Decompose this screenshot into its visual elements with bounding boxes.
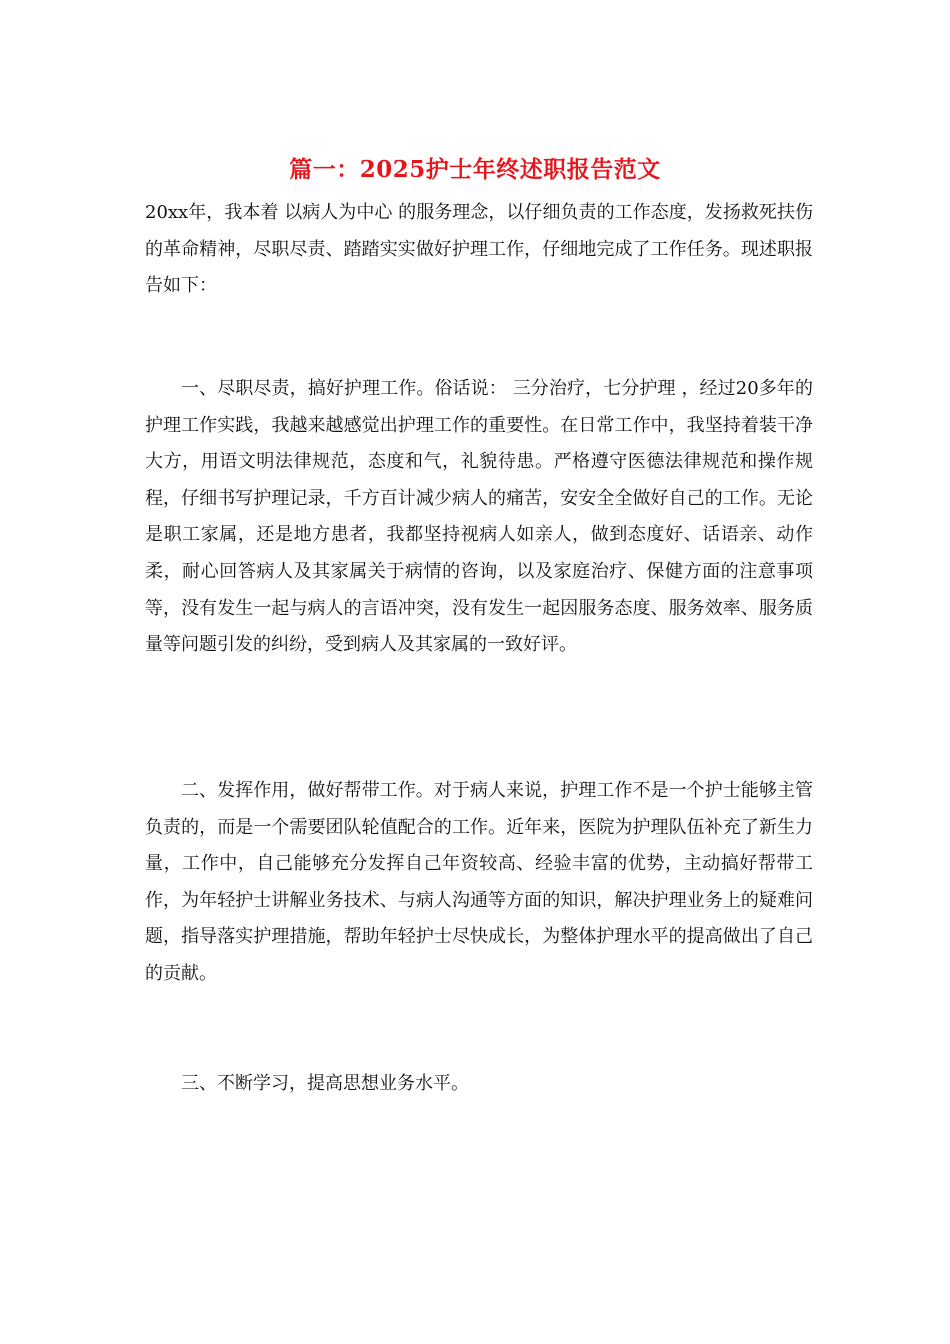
paragraph-section-three: 三、不断学习，提高思想业务水平。 — [181, 1073, 469, 1094]
document-title: 篇一：2025护士年终述职报告范文 — [289, 156, 661, 183]
paragraph-section-two: 二、发挥作用，做好帮带工作。对于病人来说，护理工作不是一个护士能够主管负责的，而是一个需要团队轮值配合的工作。近年来，医院为护理队伍补充了新生力量，工作中，自己能够充分发挥自己年资较高、经验丰富的优势，主动搞好帮带工作，为年轻护士讲解业务技术、与病人沟通等方面的知识，解决护理业务上的疑难问题，指导落实护理措施，帮助年轻护士尽快成长，为整体护理水平的提高做出了自己的贡献。 — [145, 780, 813, 984]
paragraph-section-one: 一、尽职尽责，搞好护理工作。俗话说： 三分治疗，七分护理 ，经过20多年的护理工作实践，我越来越感觉出护理工作的重要性。在日常工作中，我坚持着装干净大方，用语文明法律规范，态度和气，礼貌待患。严格遵守医德法律规范和操作规程，仔细书写护理记录，千方百计减少病人的痛苦，安安全全做好自己的工作。无论是职工家属，还是地方患者，我都坚持视病人如亲人，做到态度好、话语亲、动作柔，耐心回答病人及其家属关于病情的咨询，以及家庭治疗、保健方面的注意事项等，没有发生一起与病人的言语冲突，没有发生一起因服务态度、服务效率、服务质量等问题引发的纠纷，受到病人及其家属的一致好评。 — [145, 378, 813, 656]
paragraph-intro: 20xx年，我本着 以病人为中心 的服务理念，以仔细负责的工作态度，发扬救死扶伤的革命精神，尽职尽责、踏踏实实做好护理工作，仔细地完成了工作任务。现述职报告如下： — [145, 202, 813, 297]
